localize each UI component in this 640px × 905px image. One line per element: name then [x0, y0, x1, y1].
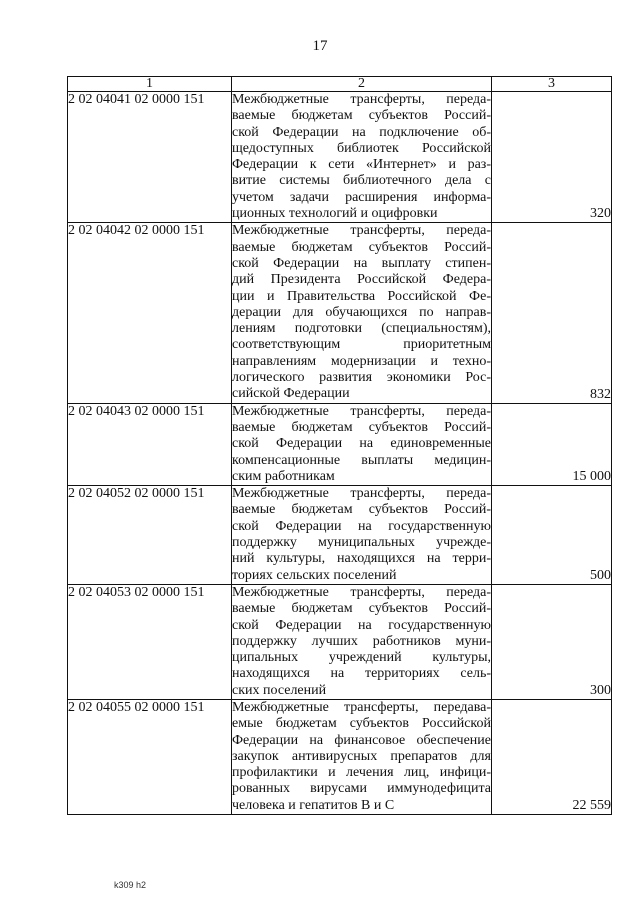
- budget-code-cell: 2 02 04052 02 0000 151: [68, 486, 232, 585]
- description-line: витие системы библиотечного дела с: [232, 173, 491, 189]
- description-line: находящихся на территориях сель-: [232, 666, 491, 682]
- description-line: ваемые бюджетам субъектов Россий-: [232, 419, 491, 435]
- description-line: Межбюджетные трансферты, передава-: [232, 699, 491, 715]
- column-header-description: 2: [232, 77, 492, 92]
- amount-cell: 500: [492, 486, 612, 585]
- description-cell: [232, 486, 492, 585]
- description-line: Федерации к сети «Интернет» и раз-: [232, 157, 491, 173]
- description-line: поддержку лучших работников муни-: [232, 633, 491, 649]
- description-line: компенсационные выплаты медицин-: [232, 452, 491, 468]
- description-cell: [232, 699, 492, 814]
- budget-code-cell: 2 02 04055 02 0000 151: [68, 699, 232, 814]
- table-row: [68, 584, 612, 699]
- description-line: щедоступных библиотек Российской: [232, 140, 491, 156]
- description-line: ципальных учреждений культуры,: [232, 650, 491, 666]
- description-line: Межбюджетные трансферты, переда-: [232, 584, 491, 600]
- description-line: ской Федерации на выплату стипен-: [232, 255, 491, 271]
- table-row: [68, 486, 612, 585]
- description-line: соответствующим приоритетным: [232, 337, 491, 353]
- column-header-code: 1: [68, 77, 232, 92]
- amount-cell: 22 559: [492, 699, 612, 814]
- description-line: ции и Правительства Российской Фе-: [232, 288, 491, 304]
- table-row: [68, 403, 612, 485]
- description-line: ваемые бюджетам субъектов Россий-: [232, 601, 491, 617]
- table-row: [68, 223, 612, 403]
- description-cell: [232, 92, 492, 223]
- description-line: ваемые бюджетам субъектов Россий-: [232, 108, 491, 124]
- description-line: дерации для обучающихся по направ-: [232, 304, 491, 320]
- page-number: 17: [312, 38, 328, 54]
- description-line: Межбюджетные трансферты, переда-: [232, 486, 491, 502]
- table-header-row: [68, 77, 612, 92]
- description-line: ским работникам: [232, 468, 335, 484]
- description-line: ваемые бюджетам субъектов Россий-: [232, 502, 491, 518]
- budget-code-cell: 2 02 04042 02 0000 151: [68, 223, 232, 403]
- description-cell: [232, 223, 492, 403]
- amount-cell: 15 000: [492, 403, 612, 485]
- description-line: ториях сельских поселений: [232, 567, 397, 583]
- amount-cell: 832: [492, 223, 612, 403]
- description-line: ний культуры, находящихся на терри-: [232, 551, 491, 567]
- table-row: [68, 699, 612, 814]
- budget-table: [67, 76, 612, 815]
- description-line: ской Федерации на государственную: [232, 617, 491, 633]
- description-line: ской Федерации на подключение об-: [232, 124, 491, 140]
- column-header-amount: 3: [492, 77, 612, 92]
- description-line: учетом задачи расширения информа-: [232, 189, 491, 205]
- description-line: ской Федерации на единовременные: [232, 436, 491, 452]
- budget-code-cell: 2 02 04043 02 0000 151: [68, 403, 232, 485]
- budget-code-cell: 2 02 04053 02 0000 151: [68, 584, 232, 699]
- description-line: дий Президента Российской Федера-: [232, 272, 491, 288]
- description-line: ской Федерации на государственную: [232, 518, 491, 534]
- description-line: ционных технологий и оцифровки: [232, 206, 438, 222]
- description-line: направлениям модернизации и техно-: [232, 353, 491, 369]
- description-cell: [232, 584, 492, 699]
- description-line: Федерации на финансовое обеспечение: [232, 732, 491, 748]
- description-line: поддержку муниципальных учрежде-: [232, 535, 491, 551]
- description-line: логического развития экономики Рос-: [232, 370, 491, 386]
- description-line: Межбюджетные трансферты, переда-: [232, 223, 491, 239]
- description-line: человека и гепатитов В и С: [232, 797, 395, 813]
- description-line: рованных вирусами иммунодефицита: [232, 781, 491, 797]
- description-line: закупок антивирусных препаратов для: [232, 748, 491, 764]
- amount-cell: 300: [492, 584, 612, 699]
- amount-cell: 320: [492, 92, 612, 223]
- description-line: профилактики и лечения лиц, инфици-: [232, 765, 491, 781]
- description-line: сийской Федерации: [232, 386, 350, 402]
- description-cell: [232, 403, 492, 485]
- description-line: лениям подготовки (специальностям),: [232, 321, 491, 337]
- description-line: емые бюджетам субъектов Российской: [232, 716, 491, 732]
- table-row: [68, 92, 612, 223]
- description-line: Межбюджетные трансферты, переда-: [232, 92, 491, 107]
- footer-document-code: k309 h2: [114, 880, 147, 890]
- description-line: ваемые бюджетам субъектов Россий-: [232, 239, 491, 255]
- description-line: ских поселений: [232, 682, 327, 698]
- description-line: Межбюджетные трансферты, переда-: [232, 403, 491, 419]
- budget-code-cell: 2 02 04041 02 0000 151: [68, 92, 232, 223]
